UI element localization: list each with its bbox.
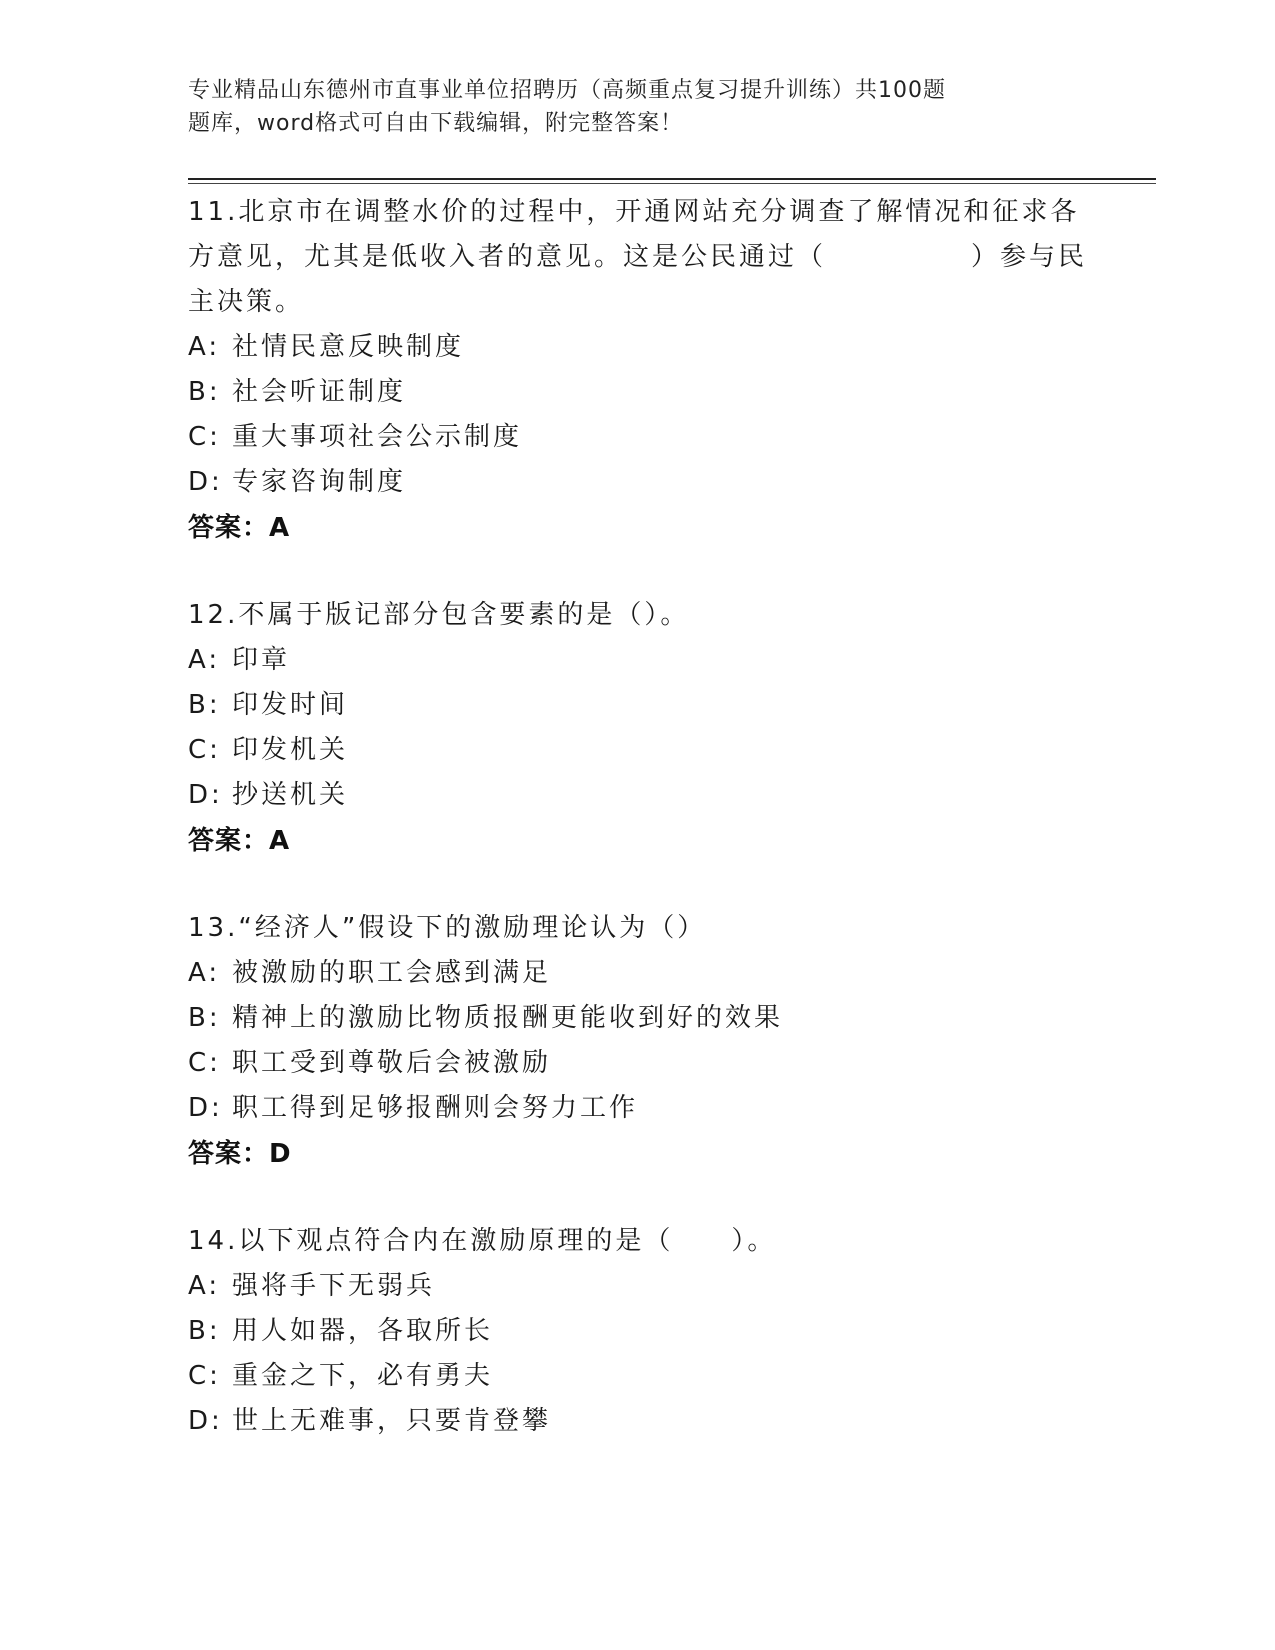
- option-key: C:: [188, 422, 221, 452]
- answer-line: 答案：A: [188, 513, 291, 543]
- question-14: [188, 1219, 1088, 1444]
- option-key: B:: [188, 690, 221, 720]
- option-c: [188, 728, 1088, 773]
- header-divider-thin: [188, 183, 1156, 184]
- option-text: 印发机关: [232, 735, 349, 765]
- question-stem-line: 13.“经济人”假设下的激励理论认为（）: [188, 913, 707, 943]
- option-a: [188, 1264, 1088, 1309]
- option-text: 用人如器，各取所长: [232, 1316, 494, 1346]
- option-key: A:: [188, 1271, 221, 1301]
- option-text: 职工受到尊敬后会被激励: [232, 1048, 552, 1078]
- option-key: B:: [188, 1003, 221, 1033]
- answer-line: 答案：A: [188, 826, 291, 856]
- document-header: [188, 74, 1018, 140]
- option-text: 世上无难事，只要肯登攀: [232, 1406, 552, 1436]
- option-text: 专家咨询制度: [232, 467, 407, 497]
- option-text: 职工得到足够报酬则会努力工作: [232, 1093, 639, 1123]
- question-11: [188, 190, 1088, 551]
- option-key: D:: [188, 1406, 223, 1436]
- question-stem-line: 12.不属于版记部分包含要素的是（）。: [188, 600, 690, 630]
- option-b: [188, 1309, 1088, 1354]
- option-key: D:: [188, 780, 223, 810]
- question-stem-line: 主决策。: [188, 287, 305, 317]
- option-a: [188, 951, 1088, 996]
- option-b: [188, 683, 1088, 728]
- option-c: [188, 1041, 1088, 1086]
- option-text: 抄送机关: [232, 780, 349, 810]
- option-key: C:: [188, 1048, 221, 1078]
- option-text: 印章: [232, 645, 291, 675]
- option-key: A:: [188, 645, 221, 675]
- option-key: C:: [188, 735, 221, 765]
- header-divider-thick: [188, 178, 1156, 180]
- option-text: 精神上的激励比物质报酬更能收到好的效果: [232, 1003, 784, 1033]
- option-key: C:: [188, 1361, 221, 1391]
- option-key: A:: [188, 332, 221, 362]
- option-d: [188, 773, 1088, 818]
- option-text: 印发时间: [232, 690, 349, 720]
- question-stem-line: 方意见，尤其是低收入者的意见。这是公民通过（ ）参与民: [188, 242, 1088, 272]
- question-stem-line: 11.北京市在调整水价的过程中，开通网站充分调查了解情况和征求各: [188, 197, 1080, 227]
- header-line-2: 题库，word格式可自由下载编辑，附完整答案！: [188, 111, 684, 136]
- question-13: [188, 906, 1088, 1177]
- option-key: D:: [188, 467, 223, 497]
- answer-line: 答案：D: [188, 1139, 292, 1169]
- option-d: [188, 1086, 1088, 1131]
- option-key: B:: [188, 1316, 221, 1346]
- option-text: 重金之下，必有勇夫: [232, 1361, 494, 1391]
- question-list: [188, 190, 1088, 1486]
- question-stem-line: 14.以下观点符合内在激励原理的是（ ）。: [188, 1226, 777, 1256]
- option-key: A:: [188, 958, 221, 988]
- option-c: [188, 415, 1088, 460]
- option-b: [188, 370, 1088, 415]
- option-text: 社情民意反映制度: [232, 332, 465, 362]
- option-d: [188, 1399, 1088, 1444]
- option-key: D:: [188, 1093, 223, 1123]
- option-a: [188, 638, 1088, 683]
- option-text: 被激励的职工会感到满足: [232, 958, 552, 988]
- option-c: [188, 1354, 1088, 1399]
- option-b: [188, 996, 1088, 1041]
- option-d: [188, 460, 1088, 505]
- option-key: B:: [188, 377, 221, 407]
- option-text: 强将手下无弱兵: [232, 1271, 436, 1301]
- option-text: 社会听证制度: [232, 377, 407, 407]
- question-12: [188, 593, 1088, 864]
- option-text: 重大事项社会公示制度: [232, 422, 523, 452]
- option-a: [188, 325, 1088, 370]
- header-line-1: 专业精品山东德州市直事业单位招聘历（高频重点复习提升训练）共100题: [188, 78, 946, 103]
